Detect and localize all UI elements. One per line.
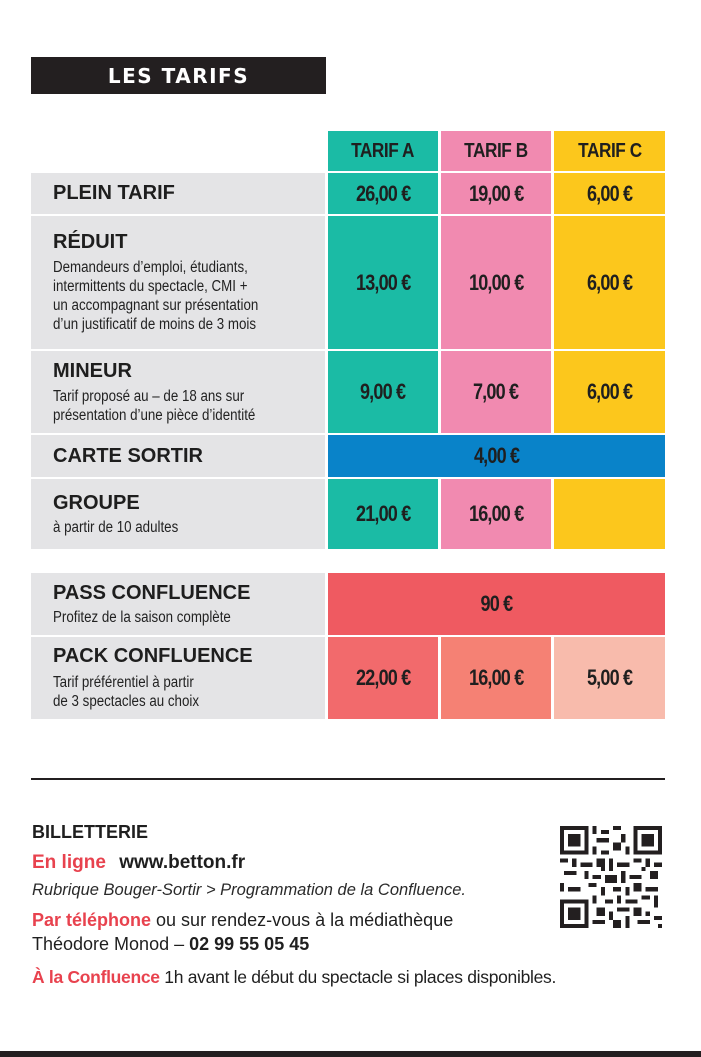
row-description-line: présentation d’une pièce d’identité	[53, 406, 256, 424]
billetterie-title: BILLETTERIE	[32, 822, 148, 842]
section-title: LES TARIFS	[31, 57, 326, 94]
row-description-line: Profitez de la saison complète	[53, 608, 231, 626]
phone-label: Par téléphone	[32, 910, 152, 930]
billetterie-phone-line	[32, 910, 453, 931]
row-label-groupe	[31, 479, 325, 549]
price-reduit-c: 6,00 €	[554, 216, 665, 349]
row-description-line: Tarif préférentiel à partir	[53, 674, 194, 691]
qr-code-icon[interactable]	[560, 826, 662, 928]
phone-text: ou sur rendez-vous à la médiathèque	[151, 910, 454, 930]
price-plein-b: 19,00 €	[441, 173, 551, 214]
row-title: MINEUR	[53, 359, 132, 382]
row-label-carte-sortir	[31, 435, 325, 477]
price-pass-confluence: 90 €	[328, 573, 665, 635]
row-description-line: un accompagnant sur présentation	[53, 297, 259, 314]
price-mineur-c: 6,00 €	[554, 351, 665, 433]
row-description-line: intermittents du spectacle, CMI +	[53, 278, 248, 295]
row-description-line: d’un justificatif de moins de 3 mois	[53, 316, 257, 333]
row-description-line: Demandeurs d’emploi, étudiants,	[53, 259, 248, 276]
row-title: CARTE SORTIR	[53, 444, 203, 467]
row-label-mineur	[31, 351, 325, 433]
row-description-line: de 3 spectacles au choix	[53, 693, 199, 710]
venue-text: 1h avant le début du spectacle si places disponibles.	[159, 967, 557, 987]
price-carte-sortir: 4,00 €	[328, 435, 665, 477]
bottom-bar	[0, 1051, 701, 1057]
billetterie-venue-line	[32, 967, 556, 988]
row-description-line: à partir de 10 adultes	[53, 518, 179, 536]
row-title: PASS CONFLUENCE	[53, 581, 251, 604]
phone-number[interactable]: 02 99 55 05 45	[189, 934, 310, 954]
header-tarif-c: TARIF C	[554, 131, 665, 171]
row-title: PACK CONFLUENCE	[53, 645, 253, 667]
price-pack-c: 5,00 €	[554, 637, 665, 719]
section-divider	[31, 778, 665, 780]
price-plein-c: 6,00 €	[554, 173, 665, 214]
billetterie-online-line	[32, 852, 245, 874]
price-reduit-b: 10,00 €	[441, 216, 551, 349]
header-tarif-b: TARIF B	[441, 131, 551, 171]
row-label-plein-tarif	[31, 173, 325, 214]
header-tarif-a: TARIF A	[328, 131, 438, 171]
online-label: En ligne	[32, 852, 106, 873]
library-name: Théodore Monod –	[32, 934, 190, 954]
venue-label: À la Confluence	[32, 967, 160, 987]
price-pack-a: 22,00 €	[328, 637, 438, 719]
price-groupe-a: 21,00 €	[328, 479, 438, 549]
price-reduit-a: 13,00 €	[328, 216, 438, 349]
price-groupe-c	[554, 479, 665, 549]
price-plein-a: 26,00 €	[328, 173, 438, 214]
row-description-line: Tarif proposé au – de 18 ans sur	[53, 387, 245, 405]
row-title: PLEIN TARIF	[53, 182, 175, 204]
row-label-reduit	[31, 216, 325, 349]
row-title: RÉDUIT	[53, 231, 128, 253]
price-mineur-a: 9,00 €	[328, 351, 438, 433]
row-label-pack-confluence	[31, 637, 325, 719]
row-title: GROUPE	[53, 491, 140, 514]
website-link[interactable]: www.betton.fr	[119, 852, 246, 873]
row-label-pass-confluence	[31, 573, 325, 635]
billetterie-phone-line-2	[32, 934, 309, 955]
online-note: Rubrique Bouger-Sortir > Programmation de la Confluence.	[32, 881, 466, 899]
price-groupe-b: 16,00 €	[441, 479, 551, 549]
price-pack-b: 16,00 €	[441, 637, 551, 719]
price-mineur-b: 7,00 €	[441, 351, 551, 433]
